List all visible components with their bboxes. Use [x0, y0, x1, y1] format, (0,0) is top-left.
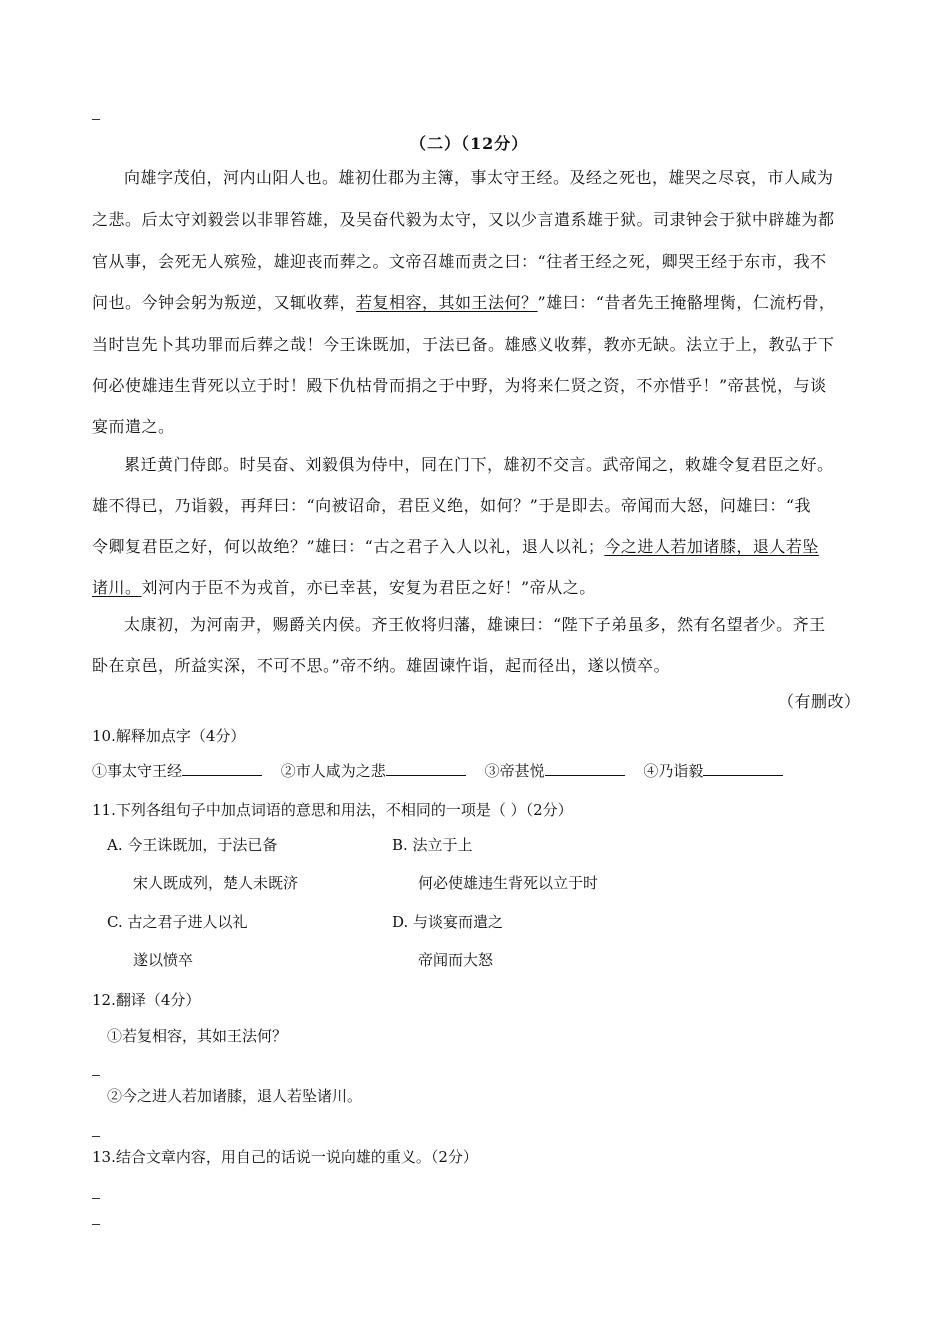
answer-line-mark[interactable] — [92, 1136, 100, 1137]
passage-line — [92, 290, 835, 313]
underlined-sentence: 若复相容，其如王法何？ — [356, 293, 538, 312]
question-11-title: 11.下列各组句子中加点词语的意思和用法，不相同的一项是（ ）（2分） — [92, 801, 573, 819]
passage-line: 卧在京邑，所益实深，不可不思。”帝不纳。雄固谏忤诣，起而径出，遂以愤卒。 — [92, 656, 671, 675]
answer-blank[interactable] — [182, 761, 262, 776]
answer-blank[interactable] — [386, 761, 466, 776]
passage-text: ”雄曰：“昔者先王掩骼埋胔，仁流朽骨， — [537, 293, 836, 312]
underlined-sentence: 诸川。 — [92, 578, 142, 597]
passage-line: 官从事，会死无人殡殓，雄迎丧而葬之。文帝召雄而责之曰：“往者王经之死，卿哭王经于东市，我不 — [92, 252, 827, 271]
answer-line-mark — [92, 119, 100, 120]
q10-item: ③帝甚悦 — [484, 762, 545, 780]
passage-text: 刘河内于臣不为戎首，亦已幸甚，安复为君臣之好！”帝从之。 — [141, 578, 596, 597]
option-a-line1: A. 今王诛既加，于法已备 — [107, 836, 278, 854]
passage-line: 雄不得已，乃诣毅，再拜曰：“向被诏命，君臣义绝，如何？”于是即去。帝闻而大怒，问雄曰：“我 — [92, 496, 812, 515]
option-b-line2: 何必使雄违生背死以立于时 — [418, 874, 599, 892]
option-d-line2: 帝闻而大怒 — [418, 951, 494, 969]
passage-text: 令卿复君臣之好，何以故绝？”雄曰：“古之君子入人以礼，退人以礼； — [92, 537, 605, 556]
answer-line-mark[interactable] — [92, 1198, 100, 1199]
answer-blank[interactable] — [545, 761, 625, 776]
passage-line: 向雄字茂伯，河内山阳人也。雄初仕郡为主簿，事太守王经。及经之死也，雄哭之尽哀，市人咸为 — [124, 168, 834, 187]
passage-line: 太康初，为河南尹，赐爵关内侯。齐王攸将归藩，雄谏曰：“陛下子弟虽多，然有名望者少。齐王 — [124, 615, 826, 634]
passage-text: 问也。今钟会躬为叛逆，又辄收葬， — [92, 293, 357, 312]
underlined-sentence: 今之进人若加诸膝，退人若坠 — [604, 537, 819, 556]
question-12-title: 12.翻译（4分） — [92, 991, 201, 1009]
source-note: （有删改） — [778, 692, 861, 711]
passage-line: 宴而遣之。 — [92, 417, 175, 436]
passage-line: 累迁黄门侍郎。时吴奋、刘毅俱为侍中，同在门下，雄初不交言。武帝闻之，敕雄令复君臣之好。 — [124, 455, 834, 474]
option-d-line1: D. 与谈宴而遣之 — [392, 913, 504, 931]
question-13-title: 13.结合文章内容，用自己的话说一说向雄的重义。（2分） — [92, 1148, 478, 1166]
passage-line: 何必使雄违生背死以立于时！殿下仇枯骨而捐之于中野，为将来仁贤之资，不亦惜乎！”帝甚悦，与谈 — [92, 376, 827, 395]
option-a-line2: 宋人既成列，楚人未既济 — [133, 874, 299, 892]
q12-item: ②今之进人若加诸膝，退人若坠诸川。 — [107, 1087, 363, 1105]
option-c-line1: C. 古之君子进人以礼 — [107, 913, 248, 931]
answer-line-mark[interactable] — [92, 1075, 100, 1076]
passage-line — [92, 575, 596, 598]
q10-item: ②市人咸为之悲 — [280, 762, 386, 780]
question-10-title: 10.解释加点字（4分） — [92, 727, 246, 745]
passage-line: 之悲。后太守刘毅尝以非罪笞雄，及吴奋代毅为太守，又以少言遣系雄于狱。司隶钟会于狱中辟雄为都 — [92, 210, 835, 229]
answer-blank[interactable] — [703, 761, 783, 776]
q12-item: ①若复相容，其如王法何？ — [107, 1027, 288, 1045]
option-c-line2: 遂以愤卒 — [133, 951, 194, 969]
passage-line: 当时岂先卜其功罪而后葬之哉！今王诛既加，于法已备。雄感义收葬，教亦无缺。法立于上，教弘于下 — [92, 335, 835, 354]
q10-item: ④乃诣毅 — [643, 762, 704, 780]
answer-line-mark[interactable] — [92, 1224, 100, 1225]
option-b-line1: B. 法立于上 — [392, 836, 473, 854]
question-10-items — [92, 760, 797, 781]
q10-item: ①事太守王经 — [92, 762, 183, 780]
section-title: （二）（12分） — [410, 134, 529, 153]
passage-line — [92, 534, 819, 557]
